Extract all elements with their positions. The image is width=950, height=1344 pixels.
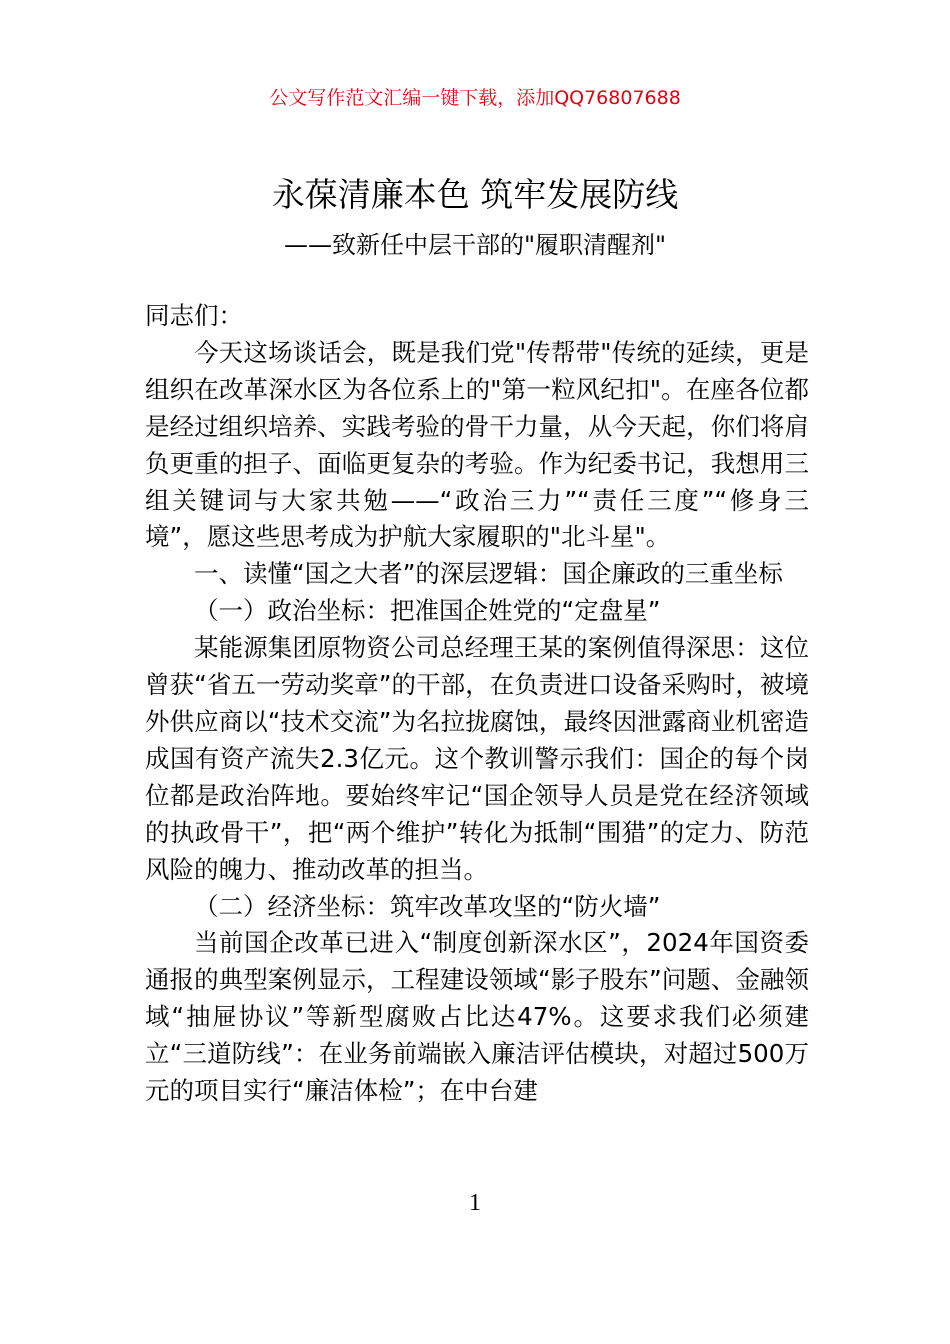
subsection-heading: （二）经济坐标：筑牢改革攻坚的“防火墙” xyxy=(194,891,661,921)
section-heading: 一、读懂“国之大者”的深层逻辑：国企廉政的三重坐标 xyxy=(194,559,783,589)
body-paragraph: 某能源集团原物资公司总经理王某的案例值得深思：这位曾获“省五一劳动奖章”的干部，在负责进口设备采购时，被境外供应商以“技术交流”为名拉拢腐蚀，最终因泄露商业机密造成国有资产流失2.3亿元。这个教训警示我们：国企的每个岗位都是政治阵地。要始终牢记“国企领导人员是党在经济领域的执政骨干”，把“两个维护”转化为抵制“围猎”的定力、防范风险的魄力、推动改革的担当。 xyxy=(145,633,809,884)
document-title: 永葆清廉本色 筑牢发展防线 xyxy=(271,175,679,214)
salutation: 同志们： xyxy=(145,301,243,330)
document-subtitle: ——致新任中层干部的"履职清醒剂" xyxy=(283,231,667,259)
subsection-heading: （一）政治坐标：把准国企姓党的“定盘星” xyxy=(194,596,661,626)
download-banner: 公文写作范文汇编一键下载，添加QQ76807688 xyxy=(269,87,681,109)
document-body xyxy=(145,298,809,1110)
body-paragraph: 当前国企改革已进入“制度创新深水区”，2024年国资委通报的典型案例显示，工程建设领域“影子股东”问题、金融领域“抽屉协议”等新型腐败占比达47%。这要求我们必须建立“三道防线”：在业务前端嵌入廉洁评估模块，对超过500万元的项目实行“廉洁体检”；在中台建 xyxy=(145,928,809,1106)
body-paragraph: 今天这场谈话会，既是我们党"传帮带"传统的延续，更是组织在改革深水区为各位系上的"第一粒风纪扣"。在座各位都是经过组织培养、实践考验的骨干力量，从今天起，你们将肩负更重的担子、面临更复杂的考验。作为纪委书记，我想用三组关键词与大家共勉——“政治三力”“责任三度”“修身三境”，愿这些思考成为护航大家履职的"北斗星"。 xyxy=(145,337,809,552)
page-number: 1 xyxy=(469,1190,481,1216)
